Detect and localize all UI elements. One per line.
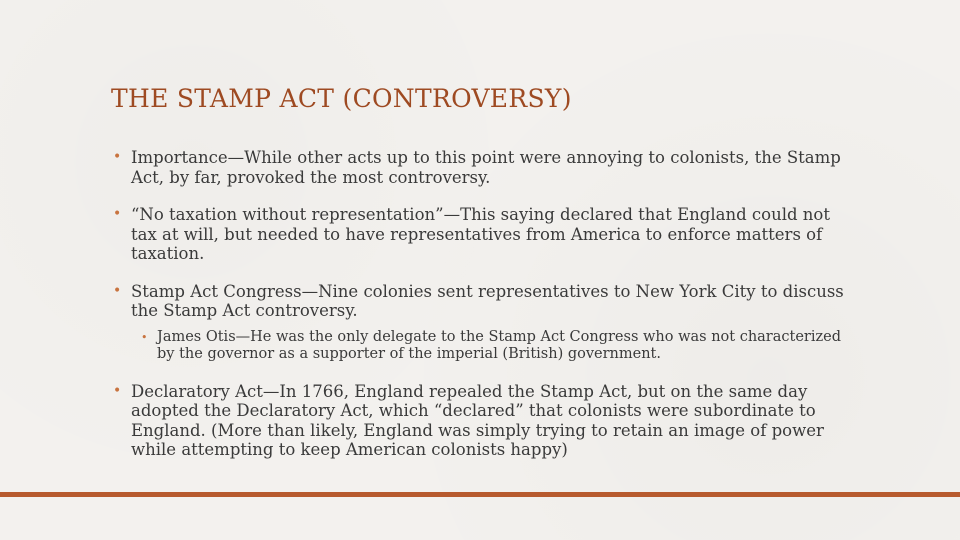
- sub-bullet-text: James Otis—He was the only delegate to the Stamp Act Congress who was not characterized by the governor as a supporter of the imperial (British) government.: [157, 328, 841, 362]
- bullet-text: Stamp Act Congress—Nine colonies sent representatives to New York City to discuss the Stamp Act controversy.: [131, 281, 844, 320]
- bullet-item: [111, 382, 851, 460]
- bullet-text: “No taxation without representation”—This saying declared that England could not tax at will, but needed to have representatives from America to enforce matters of taxation.: [131, 205, 830, 263]
- bullet-item: [111, 282, 851, 321]
- slide-content: [111, 148, 851, 460]
- bullet-dot-icon: •: [113, 282, 122, 299]
- bullet-dot-icon: •: [141, 330, 148, 344]
- sub-bullet-item: [139, 329, 851, 364]
- bullet-text: Importance—While other acts up to this point were annoying to colonists, the Stamp Act, by far, provoked the most controversy.: [131, 148, 841, 187]
- bullet-text: Declaratory Act—In 1766, England repealed the Stamp Act, but on the same day adopted the Declaratory Act, which “declared” that colonists were subordinate to England. (More than likely, England was simply trying to retain an image of power while attempting to keep American colonists happy): [131, 381, 824, 459]
- footer-divider: [0, 492, 960, 497]
- slide-title: THE STAMP ACT (CONTROVERSY): [111, 84, 572, 113]
- bullet-item: [111, 148, 851, 187]
- bullet-dot-icon: •: [113, 382, 122, 399]
- bullet-item: [111, 205, 851, 264]
- bullet-dot-icon: •: [113, 206, 122, 222]
- bullet-dot-icon: •: [113, 149, 122, 165]
